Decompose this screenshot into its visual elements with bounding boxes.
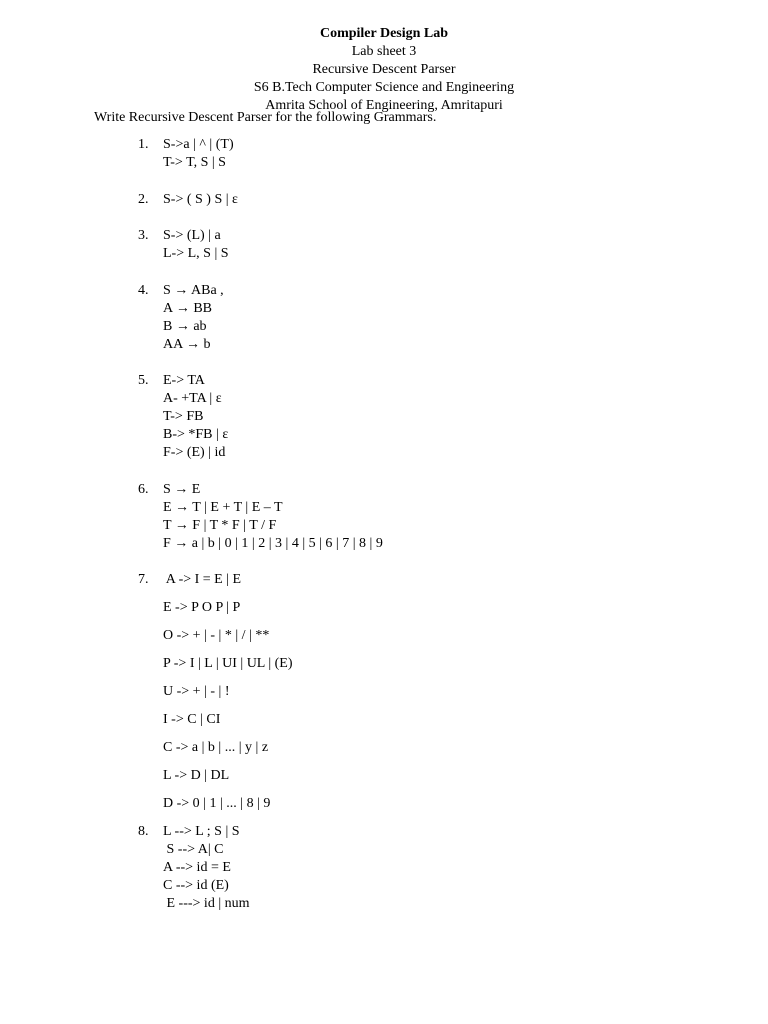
grammar-rules <box>163 481 383 553</box>
grammar-rules <box>163 191 238 209</box>
grammar-rules <box>163 136 234 172</box>
institution-name: Amrita School of Engineering, Amritapuri <box>265 98 503 113</box>
grammar-rule: U -> + | - | ! <box>163 684 230 699</box>
grammar-number: 7. <box>138 572 149 587</box>
grammar-rule: AA → b <box>163 337 211 352</box>
grammar-rule: E-> TA <box>163 373 205 388</box>
grammar-rule: S → ABa , <box>163 283 224 298</box>
grammar-rule: B-> *FB | ε <box>163 427 229 442</box>
grammar-rules <box>163 282 224 354</box>
grammar-rule: T → F | T * F | T / F <box>163 518 277 533</box>
grammar-number: 5. <box>138 373 149 388</box>
grammar-number: 8. <box>138 824 149 839</box>
grammar-rule: L-> L, S | S <box>163 246 229 261</box>
grammar-number: 6. <box>138 482 149 497</box>
grammar-rule: T-> FB <box>163 409 204 424</box>
grammar-rule: B → ab <box>163 319 207 334</box>
grammar-rule: I -> C | CI <box>163 712 221 727</box>
grammar-rule: E ---> id | num <box>163 896 250 911</box>
grammar-rule: F-> (E) | id <box>163 445 226 460</box>
grammar-rule: S → E <box>163 482 201 497</box>
grammar-rule: L -> D | DL <box>163 768 230 783</box>
instruction-text: Write Recursive Descent Parser for the following Grammars. <box>94 110 437 125</box>
course-name: S6 B.Tech Computer Science and Engineering <box>253 80 515 95</box>
grammar-rule: A- +TA | ε <box>163 391 222 406</box>
grammar-rule: F → a | b | 0 | 1 | 2 | 3 | 4 | 5 | 6 | 7 | 8 | 9 <box>163 536 383 551</box>
grammar-rule: A --> id = E <box>163 860 231 875</box>
grammar-rules <box>163 571 293 823</box>
grammar-rule: C -> a | b | ... | y | z <box>163 740 269 755</box>
grammar-rule: S --> A| C <box>163 842 224 857</box>
grammar-number: 2. <box>138 192 149 207</box>
grammar-rules <box>163 227 229 263</box>
grammar-number: 3. <box>138 228 149 243</box>
document-header <box>0 25 768 115</box>
grammar-rule: C --> id (E) <box>163 878 229 893</box>
grammar-number: 1. <box>138 137 149 152</box>
lab-sheet-number: Lab sheet 3 <box>351 44 417 59</box>
document-title: Compiler Design Lab <box>319 26 449 41</box>
grammar-rule: A -> I = E | E <box>163 572 242 587</box>
grammar-number: 4. <box>138 283 149 298</box>
grammar-rule: T-> T, S | S <box>163 155 226 170</box>
grammar-rule: L --> L ; S | S <box>163 824 240 839</box>
grammar-rule: A → BB <box>163 301 213 316</box>
grammar-rule: S->a | ^ | (T) <box>163 137 234 152</box>
grammar-rule: O -> + | - | * | / | ** <box>163 628 270 643</box>
grammar-rules <box>163 823 250 913</box>
grammar-rule: E → T | E + T | E – T <box>163 500 283 515</box>
grammar-rule: S-> (L) | a <box>163 228 221 243</box>
lab-topic: Recursive Descent Parser <box>312 62 456 77</box>
grammar-rule: P -> I | L | UI | UL | (E) <box>163 656 293 671</box>
grammar-rules <box>163 372 228 462</box>
grammar-rule: D -> 0 | 1 | ... | 8 | 9 <box>163 796 271 811</box>
grammar-rule: E -> P O P | P <box>163 600 241 615</box>
grammar-rule: S-> ( S ) S | ε <box>163 192 238 207</box>
